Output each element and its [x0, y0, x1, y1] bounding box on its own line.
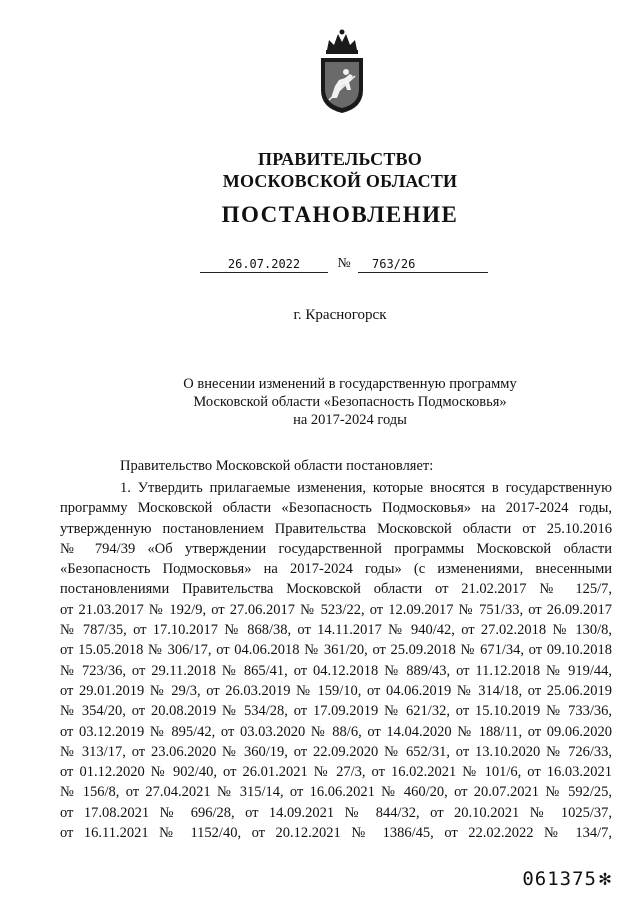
body-line: от 29.01.2019 № 29/3, от 26.03.2019 № 159/10, от 04.06.2019 № 314/18, от 25.06.2019 [60, 682, 612, 699]
subject-line-3: на 2017-2024 годы [293, 412, 407, 428]
body-line: 1. Утвердить прилагаемые изменения, которые вносятся в государственную [120, 480, 612, 496]
body-text [60, 478, 612, 843]
city-of-issue: г. Красногорск [293, 307, 387, 323]
star-mark-icon: ✻ [598, 866, 612, 890]
body-line: от 01.12.2020 № 902/40, от 26.01.2021 № 27/3, от 16.02.2021 № 101/6, от 16.03.2021 [60, 764, 612, 781]
authority-line-2: МОСКОВСКОЙ ОБЛАСТИ [222, 171, 458, 191]
body-line: № 794/39 «Об утверждении государственной программы Московской области [60, 540, 612, 557]
number-sign: № [337, 256, 351, 271]
body-line: от 03.12.2019 № 895/42, от 03.03.2020 № 88/6, от 14.04.2020 № 188/11, от 09.06.2020 [60, 723, 612, 740]
issuing-authority [0, 148, 640, 192]
body-line: программу Московской области «Безопасность Подмосковья» на 2017-2024 годы, [60, 500, 612, 517]
body-line: постановлениями Правительства Московской области от 21.02.2017 № 125/7, [60, 581, 612, 598]
subject-line-1: О внесении изменений в государственную программу [183, 376, 517, 392]
body-line: № 156/8, от 27.04.2021 № 315/14, от 16.06.2021 № 460/20, от 20.07.2021 № 592/25, [60, 784, 612, 801]
registration-number: 763/26 [358, 256, 488, 273]
body-line: «Безопасность Подмосковья» на 2017-2024 годы» (с изменениями, внесенными [60, 561, 612, 578]
subject-line-2: Московской области «Безопасность Подмосковья» [193, 394, 507, 410]
body-line: от 21.03.2017 № 192/9, от 27.06.2017 № 523/22, от 12.09.2017 № 751/33, от 26.09.2017 [60, 601, 612, 618]
authority-line-1: ПРАВИТЕЛЬСТВО [258, 149, 422, 169]
registration-line [0, 256, 640, 276]
registration-date: 26.07.2022 [200, 256, 328, 273]
serial-number-stamp [522, 866, 612, 890]
body-line: № 313/17, от 23.06.2020 № 360/19, от 22.09.2020 № 652/31, от 13.10.2020 № 726/33, [60, 743, 612, 760]
body-line: от 15.05.2018 № 306/17, от 04.06.2018 № 361/20, от 25.09.2018 № 671/34, от 09.10.2018 [60, 642, 612, 659]
document-subject [60, 375, 640, 429]
document-type-title: ПОСТАНОВЛЕНИЕ [221, 202, 459, 227]
body-line: от 17.08.2021 № 696/28, от 14.09.2021 № 844/32, от 20.10.2021 № 1025/37, [60, 804, 612, 821]
body-line: от 16.11.2021 № 1152/40, от 20.12.2021 № 1386/45, от 22.02.2022 № 134/7, [60, 825, 612, 842]
preamble: Правительство Московской области постановляет: [120, 458, 434, 474]
body-line: утвержденную постановлением Правительства Московской области от 25.10.2016 [60, 520, 612, 537]
body-line: № 723/36, от 29.11.2018 № 865/41, от 04.12.2018 № 889/43, от 11.12.2018 № 919/44, [60, 662, 612, 679]
body-line: № 354/20, от 20.08.2019 № 534/28, от 17.09.2019 № 621/32, от 15.10.2019 № 733/36, [60, 703, 612, 720]
serial-number: 061375 [522, 868, 597, 890]
coat-of-arms-emblem [317, 28, 367, 114]
body-line: № 787/35, от 17.10.2017 № 868/38, от 14.11.2017 № 940/42, от 27.02.2018 № 130/8, [60, 622, 612, 639]
